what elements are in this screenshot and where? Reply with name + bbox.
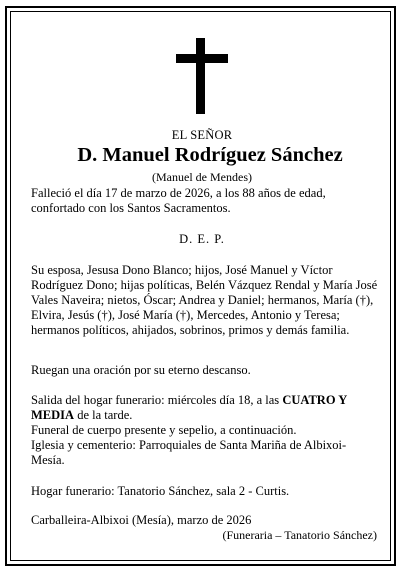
dep-text: D. E. P.: [179, 232, 225, 246]
departure-suffix: de la tarde.: [74, 408, 133, 422]
family-list: Su esposa, Jesusa Dono Blanco; hijos, José Manuel y Víctor Rodríguez Dono; hijas políticas, Belén Vázquez Rendal y María José Vales Naveira; nietos, Óscar; Andrea y Daniel; hermanos, María (†), Elvira, Jesús (†), José María (†), Mercedes, Antonio y Teresa; hermanos políticos, ahijados, sobrinos, primos y demás familia.: [31, 263, 378, 337]
prayer-request: Ruegan una oración por su eterno descanso.: [31, 363, 251, 377]
cross-icon: [176, 38, 228, 114]
departure-prefix: Salida del hogar funerario: miércoles día 18, a las: [31, 393, 283, 407]
funeraria-credit: (Funeraria – Tanatorio Sánchez): [222, 528, 377, 542]
funeral-home-info: Hogar funerario: Tanatorio Sánchez, sala 2 - Curtis.: [31, 484, 290, 498]
death-notice: Falleció el día 17 de marzo de 2026, a los 88 años de edad, confortado con los Santos Sacramentos.: [31, 186, 326, 215]
church-info: Iglesia y cementerio: Parroquiales de Santa Mariña de Albixoi-Mesía.: [31, 438, 347, 467]
deceased-alias: (Manuel de Mendes): [152, 170, 252, 184]
departure-info: [31, 393, 379, 423]
departure-time: CUATRO Y MEDIA: [31, 393, 347, 422]
deceased-name: D. Manuel Rodríguez Sánchez: [77, 144, 343, 166]
title-prefix: EL SEÑOR: [171, 128, 233, 142]
place-date: Carballeira-Albixoi (Mesía), marzo de 2026: [31, 513, 252, 527]
funeral-info: Funeral de cuerpo presente y sepelio, a continuación.: [31, 423, 297, 437]
